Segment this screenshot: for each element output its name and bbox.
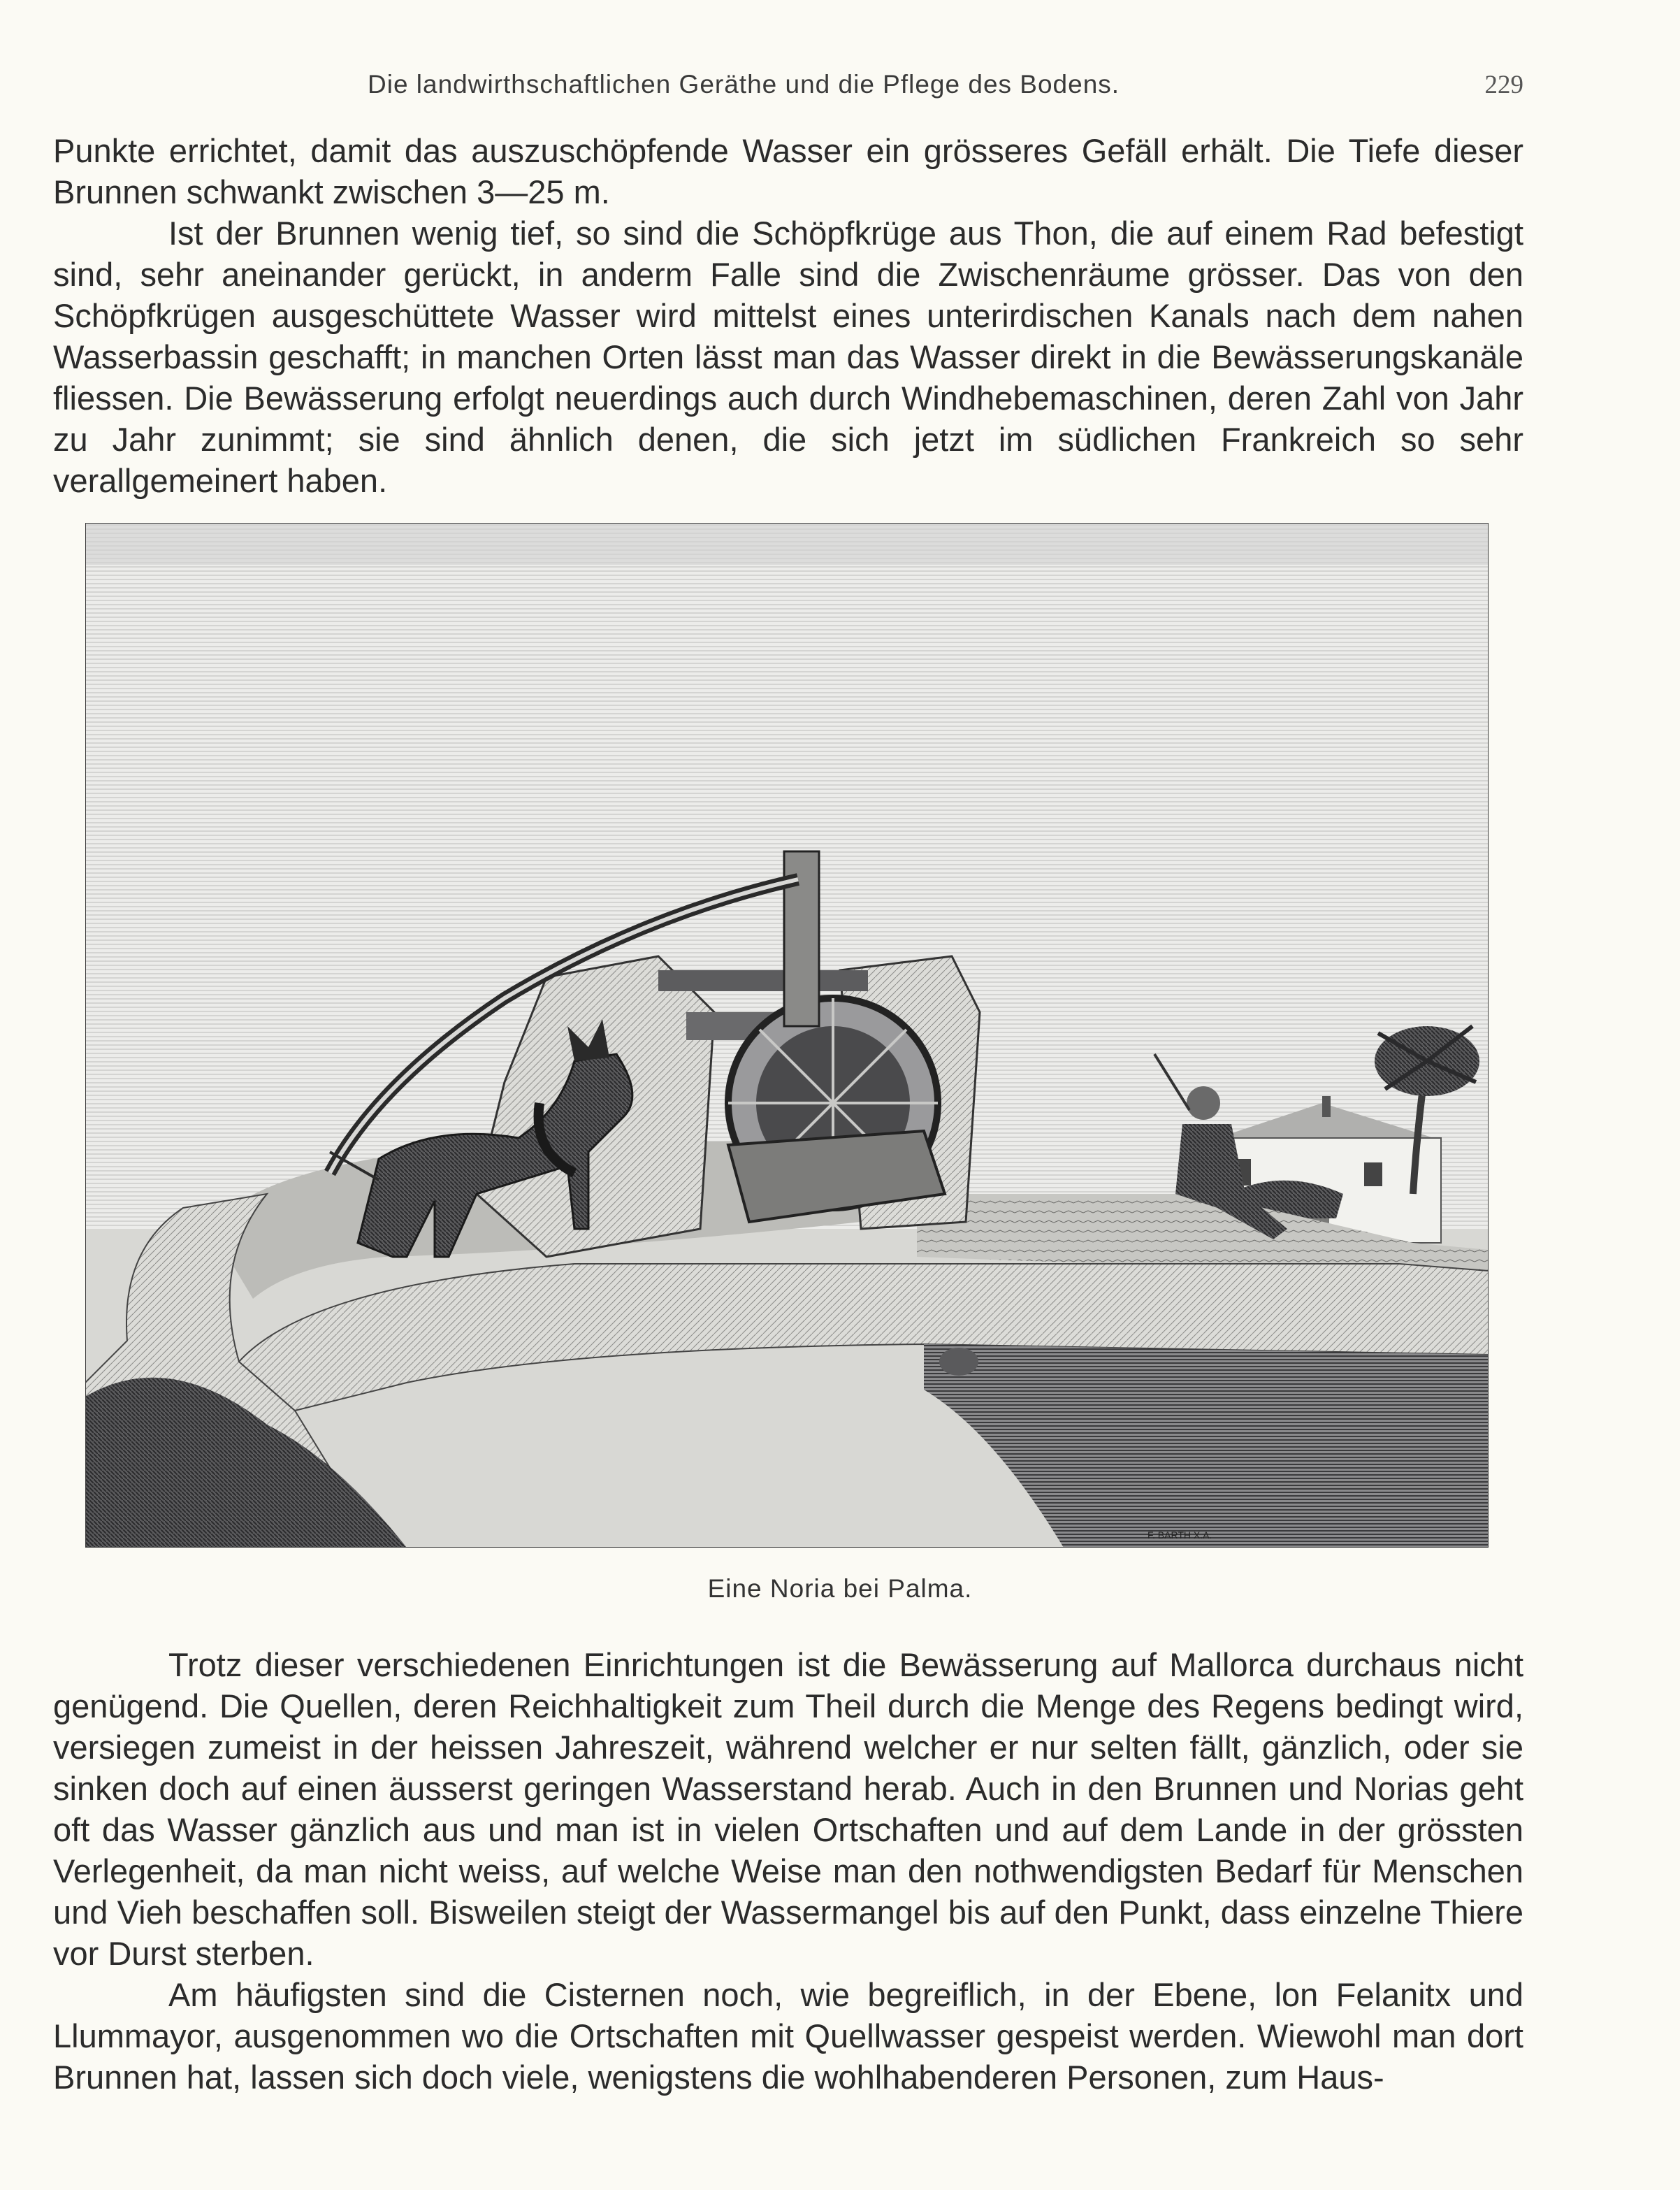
engraver-signature: F. BARTH X.A.: [1147, 1529, 1212, 1541]
running-title: Die landwirthschaftlichen Geräthe und die Pflege des Bodens.: [368, 70, 1120, 99]
paragraph: Punkte errichtet, damit das auszuschöpfende Wasser ein grösseres Gefäll erhält. Die Tiefe dieser Brunnen schwankt zwischen 3—25 m.: [53, 132, 1523, 210]
top-text: [53, 130, 1523, 501]
paragraph: Am häufigsten sind die Cisternen noch, wie begreiflich, in der Ebene, lon Felanitx und Llummayor, ausgenommen wo die Ortschaften mit Quellwasser gespeist werden. Wiewohl man dort Brunnen hat, lassen sich doch viele, wenigstens die wohlhabenderen Personen, zum Haus-: [53, 1976, 1523, 2096]
figure-caption: Eine Noria bei Palma.: [707, 1574, 973, 1603]
clay-jug: [939, 1348, 978, 1376]
paragraph: Ist der Brunnen wenig tief, so sind die Schöpfkrüge aus Thon, die auf einem Rad befestigt sind, sehr aneinander gerückt, in anderm Falle sind die Zwischenräume grösser. Das von den Schöpfkrügen ausgeschüttete Wasser wird mittelst eines unterirdischen Kanals nach dem nahen Wasserbassin geschafft; in manchen Orten lässt man das Wasser direkt in die Bewässerungskanäle fliessen. Die Bewässerung erfolgt neuerdings auch durch Windhebemaschinen, deren Zahl von Jahr zu Jahr zunimmt; sie sind ähnlich denen, die sich jetzt im südlichen Frankreich so sehr verallgemeinert haben.: [53, 215, 1523, 499]
engraving-svg: [85, 523, 1489, 1548]
running-header: [53, 70, 1523, 105]
bottom-text: [53, 1644, 1523, 2098]
paragraph: Trotz dieser verschiedenen Einrichtungen ist die Bewässerung auf Mallorca durchaus nicht genügend. Die Quellen, deren Reichhaltigkeit zum Theil durch die Menge des Regens bedingt wird, versiegen zumeist in der heissen Jahreszeit, während welcher er nur selten fällt, gänzlich, oder sie sinken doch auf einen äusserst geringen Wasserstand herab. Auch in den Brunnen und Norias geht oft das Wasser gänzlich aus und man ist in vielen Ortschaften und auf dem Lande in der grössten Verlegenheit, da man nicht weiss, auf welche Weise man den nothwendigsten Bedarf für Menschen und Vieh beschaffen soll. Bisweilen steigt der Wassermangel bis auf den Punkt, dass einzelne Thiere vor Durst sterben.: [53, 1646, 1523, 1972]
page-number: 229: [1484, 71, 1523, 99]
noria-illustration: [85, 523, 1489, 1548]
